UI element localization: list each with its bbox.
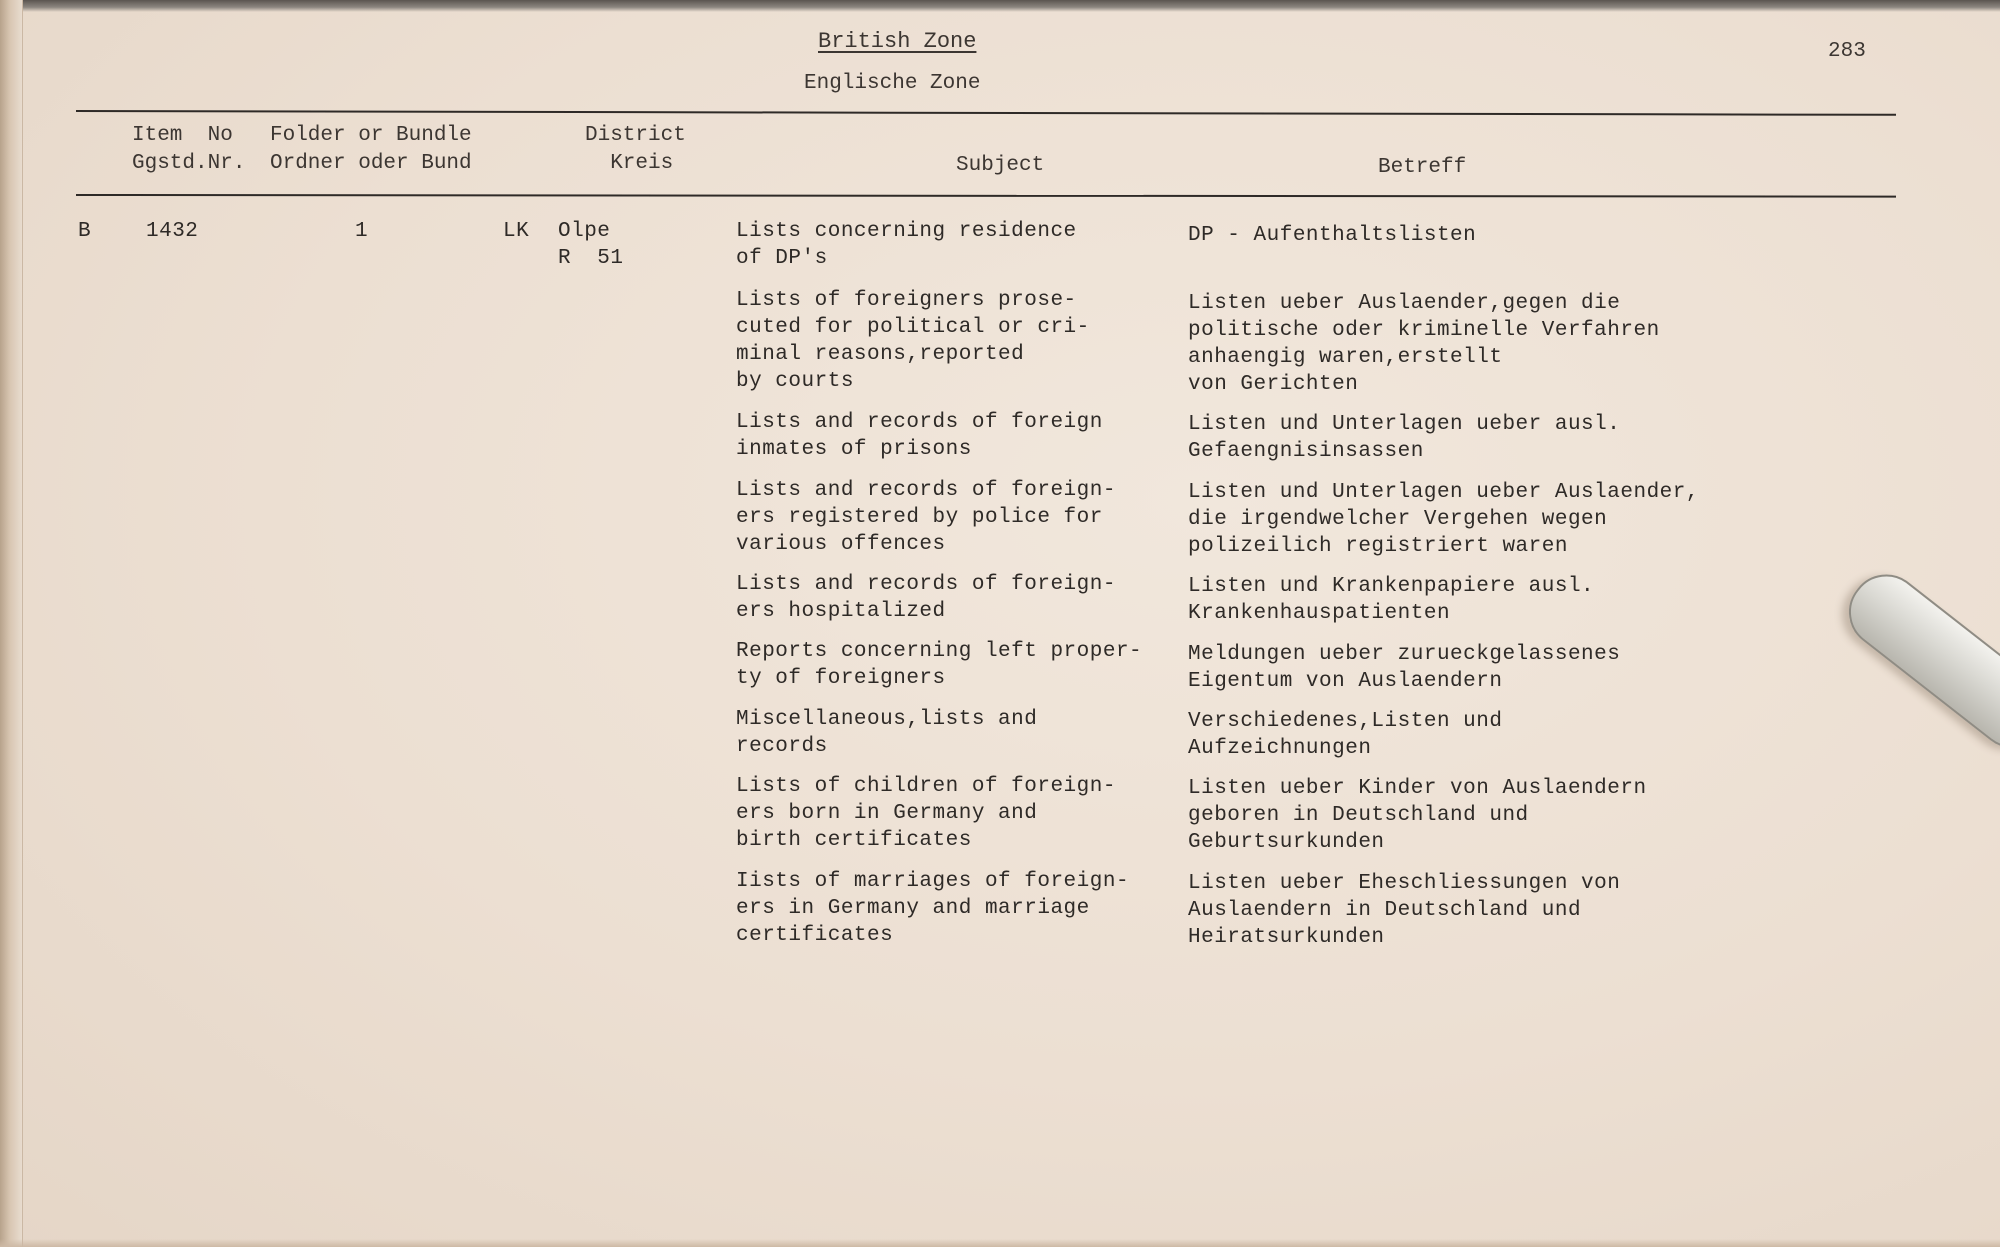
- subject-4: Lists and records of foreign- ers registered by police for various offences: [736, 479, 1116, 556]
- entry-folder: 1: [355, 220, 369, 243]
- betreff-2: Listen ueber Auslaender,gegen die politische oder kriminelle Verfahren anhaengig waren,erstellt von Gerichten: [1188, 292, 1660, 396]
- page-number: 283: [1828, 40, 1866, 63]
- column-header-item-no: Item No Ggstd.Nr.: [132, 124, 246, 175]
- subject-3: Lists and records of foreign inmates of prisons: [736, 411, 1103, 461]
- subject-7: Miscellaneous,lists and records: [736, 708, 1038, 758]
- subject-6: Reports concerning left proper- ty of foreigners: [736, 640, 1143, 690]
- subject-1: Lists concerning residence of DP's: [736, 220, 1077, 270]
- entry-district: Olpe R 51: [558, 220, 624, 270]
- column-header-district: District Kreis: [585, 124, 686, 175]
- entry-prefix: B: [78, 220, 92, 243]
- subject-9: Iists of marriages of foreign- ers in Germany and marriage certificates: [736, 870, 1130, 947]
- subject-5: Lists and records of foreign- ers hospitalized: [736, 573, 1116, 623]
- column-header-betreff: Betreff: [1378, 156, 1467, 179]
- betreff-4: Listen und Unterlagen ueber Auslaender, die irgendwelcher Vergehen wegen polizeilich registriert waren: [1188, 481, 1699, 558]
- betreff-7: Verschiedenes,Listen und Aufzeichnungen: [1188, 710, 1503, 760]
- zone-subtitle: Englische Zone: [804, 72, 981, 95]
- paper-clip: [1834, 560, 2000, 762]
- entry-district-prefix: LK: [503, 220, 530, 243]
- subject-8: Lists of children of foreign- ers born in Germany and birth certificates: [736, 775, 1116, 852]
- subject-2: Lists of foreigners prose- cuted for political or cri- minal reasons,reported by courts: [736, 289, 1090, 393]
- column-header-subject: Subject: [956, 154, 1045, 177]
- betreff-9: Listen ueber Eheschliessungen von Auslaendern in Deutschland und Heiratsurkunden: [1188, 872, 1621, 949]
- entry-item-no: 1432: [146, 220, 199, 243]
- betreff-6: Meldungen ueber zurueckgelassenes Eigentum von Auslaendern: [1188, 643, 1621, 693]
- betreff-3: Listen und Unterlagen ueber ausl. Gefaengnisinsassen: [1188, 413, 1621, 463]
- scan-bottom-edge: [0, 1239, 2000, 1247]
- betreff-5: Listen und Krankenpapiere ausl. Krankenhauspatienten: [1188, 575, 1595, 625]
- page-binding-edge: [0, 0, 23, 1247]
- header-bottom-rule: [76, 194, 1896, 198]
- betreff-8: Listen ueber Kinder von Auslaendern geboren in Deutschland und Geburtsurkunden: [1188, 777, 1647, 854]
- betreff-1: DP - Aufenthaltslisten: [1188, 224, 1477, 247]
- header-top-rule: [76, 110, 1896, 116]
- zone-title: British Zone: [818, 29, 977, 54]
- scan-top-edge: [0, 0, 2000, 12]
- column-header-folder: Folder or Bundle Ordner oder Bund: [270, 124, 472, 175]
